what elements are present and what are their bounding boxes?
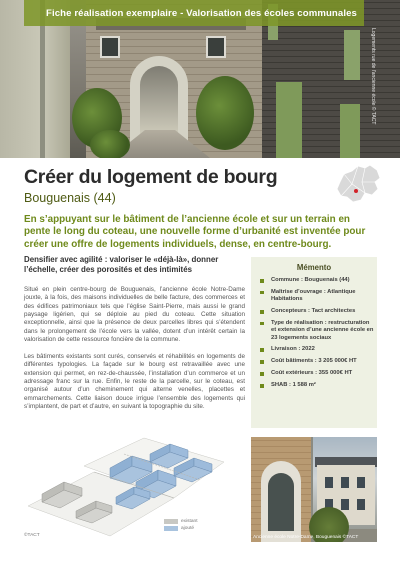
school-photo [251,437,377,542]
lead-paragraph: En s’appuyant sur le bâtiment de l’ancienne école et sur un terrain en pente le long du coteau, une nouvelle forme d’urbanité est inventée pour créer une offre de logements individuels, dense, en centre-bourg. [24,214,366,250]
memento-box [251,257,377,428]
bullet-icon [260,310,264,314]
memento-item: Coût extérieurs : 355 000€ HT [259,370,375,377]
photo-green-door [276,82,302,158]
memento-item: Maîtrise d’ouvrage : Atlantique Habitations [259,289,375,304]
memento-item: Concepteurs : Tact architectes [259,308,375,315]
memento-item: Commune : Bouguenais (44) [259,277,375,284]
drawing-credit: ©TACT [24,533,40,538]
bullet-icon [260,291,264,295]
bullet-icon [260,360,264,364]
photo-caption: Ancienne école Notre-Dame, Bouguenais ©TACT [253,535,359,540]
memento-list [259,277,375,394]
memento-title: Mémento [296,263,332,272]
legend-existing: existant [181,519,198,524]
memento-item: SHAB : 1 588 m² [259,382,375,389]
axonometric-drawing [24,432,242,542]
page-subtitle: Bouguenais (44) [24,191,116,205]
banner-text: Fiche réalisation exemplaire - Valorisation des écoles communales [46,7,357,19]
body-paragraph: Les bâtiments existants sont curés, conservés et réhabilités en logements de différentes typologies. La façade sur le bourg est retravaillée avec une extension qui permet, en rez-de-chaussée, l’installation d’un commerce et un adressage franc sur la rue. Enfin, le reste de la parcelle, sur le coteau, est organisé autour d’un cheminement qui alterne venelles, placettes et emmarchements. Cette liaison douce irrigue l’ensemble des logements qui s’implantent, de part et d’autre, en suivant la topographie du site. [24,353,245,411]
memento-item: Livraison : 2022 [259,346,375,353]
bullet-icon [260,372,264,376]
legend-added: ajouté [181,526,195,531]
memento-item: Type de réalisation : restructuration et extension d’une ancienne école en 23 logements sociaux [259,320,375,342]
section-heading: Densifier avec agilité : valoriser le «déjà-là», donner l’échelle, créer des porosités et des intimités [24,255,219,274]
bullet-icon [260,322,264,326]
bullet-icon [260,279,264,283]
page-title: Créer du logement de bourg [24,166,278,188]
photo-tree [196,76,254,150]
memento-item: Coût bâtiments : 3 205 000€ HT [259,358,375,365]
location-map-icon [334,162,384,206]
header-banner [24,0,364,26]
photo-arched-door [261,461,301,542]
bullet-icon [260,348,264,352]
drawing-legend [164,519,198,533]
bullet-icon [260,384,264,388]
hero-photo [0,0,400,158]
body-paragraph: Situé en plein centre-bourg de Bouguenais, l’ancienne école Notre-Dame jouxte, à la fois, des maisons individuelles de belle facture, des commerces et des édifices patrimoniaux tels que l’église Saint-Pierre, mais aussi le grand paysage ligérien, qui se déploie au pied du coteau. Cette situation exceptionnelle, ainsi que la présence de deux parcelles libres qui s’étendent dans le prolongement de l’école vers la vallée, dotent d’un intérêt certain la valorisation de cette ressource foncière de la commune. [24,286,245,344]
photo-credit: Logements rue de l'ancienne école © TACT [370,28,376,125]
